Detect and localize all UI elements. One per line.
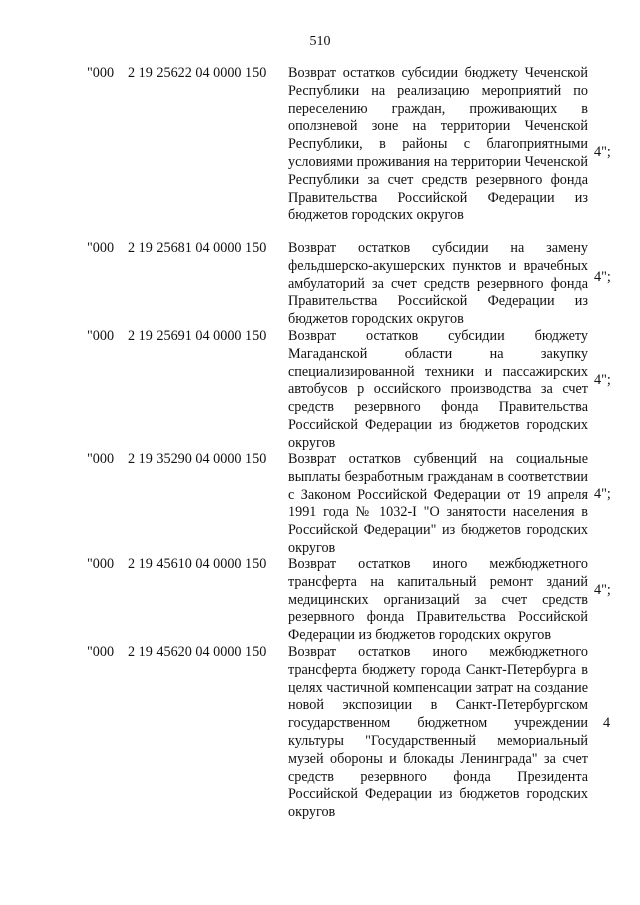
budget-code: 2 19 35290 04 0000 150	[128, 451, 267, 467]
budget-code-entry	[0, 451, 640, 556]
entry-suffix: 4	[603, 715, 611, 731]
entry-prefix: "000	[87, 65, 115, 81]
entry-suffix: 4";	[594, 486, 611, 502]
entry-prefix: "000	[87, 451, 115, 467]
entry-prefix: "000	[87, 644, 115, 660]
entry-prefix: "000	[87, 556, 115, 572]
budget-code-entry	[0, 65, 640, 240]
entry-prefix: "000	[87, 240, 115, 256]
entry-suffix: 4";	[594, 372, 611, 388]
entry-suffix: 4";	[594, 269, 611, 285]
budget-code-entry	[0, 328, 640, 451]
budget-code: 2 19 25691 04 0000 150	[128, 328, 267, 344]
entry-suffix: 4";	[594, 144, 611, 160]
entry-description: Возврат остатков субсидии бюджету Магаданской области на закупку специализированной техники и пассажирских автобусов р оссийского производства за счет средств резервного фонда Правительства Российской Федерации из бюджетов городских округов	[288, 328, 588, 451]
budget-code-list	[0, 65, 640, 822]
budget-code-entry	[0, 556, 640, 644]
entry-description: Возврат остатков субвенций на социальные выплаты безработным гражданам в соответствии с Законом Российской Федерации от 19 апреля 1991 года № 1032-I "О занятости населения в Российской Федерации" из бюджетов городских округов	[288, 451, 588, 556]
budget-code: 2 19 45610 04 0000 150	[128, 556, 267, 572]
budget-code-entry	[0, 644, 640, 822]
page-number: 510	[309, 34, 331, 49]
budget-code: 2 19 45620 04 0000 150	[128, 644, 267, 660]
budget-code: 2 19 25622 04 0000 150	[128, 65, 267, 81]
budget-code-entry	[0, 240, 640, 328]
entry-description: Возврат остатков иного межбюджетного трансферта бюджету города Санкт-Петербурга в целях частичной компенсации затрат на создание новой экспозиции в Санкт-Петербургском государственном бюджетном учреждении культуры "Государственный мемориальный музей обороны и блокады Ленинграда" за счет средств резервного фонда Президента Российской Федерации из бюджетов городских округов	[288, 644, 588, 821]
entry-description: Возврат остатков субсидии бюджету Чеченской Республики на реализацию мероприятий по переселению граждан, проживающих в оползневой зоне на территории Чеченской Республики, в районы с благоприятными условиями проживания на территории Чеченской Республики за счет средств резервного фонда Правительства Российской Федерации из бюджетов городских округов	[288, 65, 588, 224]
entry-description: Возврат остатков иного межбюджетного трансферта на капитальный ремонт зданий медицинских организаций за счет средств резервного фонда Правительства Российской Федерации из бюджетов городских округов	[288, 556, 588, 644]
budget-code: 2 19 25681 04 0000 150	[128, 240, 267, 256]
entry-description: Возврат остатков субсидии на замену фельдшерско-акушерских пунктов и врачебных амбулаторий за счет средств резервного фонда Правительства Российской Федерации из бюджетов городских округов	[288, 240, 588, 328]
entry-suffix: 4";	[594, 582, 611, 598]
entry-prefix: "000	[87, 328, 115, 344]
